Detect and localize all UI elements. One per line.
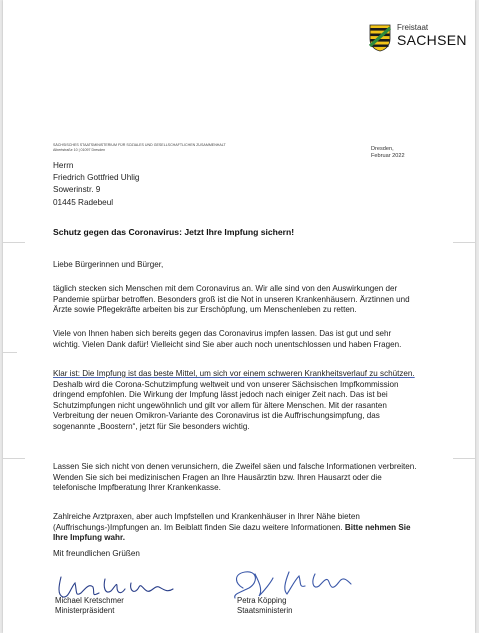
logo-freistaat-text: Freistaat xyxy=(397,23,429,32)
recipient-city: 01445 Radebeul xyxy=(53,197,114,207)
letter-subject: Schutz gegen das Coronavirus: Jetzt Ihre Impfung sichern! xyxy=(53,227,295,237)
paragraph-5-emphasis: Bitte nehmen Sie Ihre Impfung wahr. xyxy=(53,522,411,543)
logo-sachsen-text: SACHSEN xyxy=(397,32,467,48)
recipient-address xyxy=(53,160,139,209)
fold-mark xyxy=(453,242,475,243)
fold-mark xyxy=(3,352,17,353)
signer-koepping xyxy=(237,596,292,615)
sender-name: SÄCHSISCHES STAATSMINISTERIUM FÜR SOZIALES UND GESELLSCHAFTLICHEN ZUSAMMENHALT xyxy=(53,143,226,147)
fold-mark xyxy=(3,242,25,243)
freistaat-sachsen-logo xyxy=(369,22,467,54)
paragraph-4: Lassen Sie sich nicht von denen verunsichern, die Zweifel säen und falsche Informationen verbreiten. Wenden Sie sich bei medizinischen Fragen an Ihre Hausärztin bzw. Ihren Hausarzt oder die telefonische Impfberatung Ihrer Krankenkasse. xyxy=(53,462,417,493)
signer-name: Petra Köpping xyxy=(237,596,287,605)
date: Februar 2022 xyxy=(371,153,405,159)
closing-formula: Mit freundlichen Grüßen xyxy=(53,549,140,558)
saxony-crest-icon xyxy=(369,24,391,52)
signer-kretschmer xyxy=(55,596,124,615)
signer-title: Staatsministerin xyxy=(237,605,293,615)
paragraph-2: Viele von Ihnen haben sich bereits gegen das Coronavirus impfen lassen. Das ist gut und sehr wichtig. Vielen Dank dafür! Vielleicht sind Sie aber auch noch unentschlossen und haben Fragen. xyxy=(53,329,402,349)
place: Dresden, xyxy=(371,146,394,152)
paragraph-3-text: Deshalb wird die Corona-Schutzimpfung weltweit und von unserer Sächsischen Impfkommission dringend empfohlen. Die Wirkung der Impfung lässt jedoch nach einiger Zeit nach. Das ist bei Schutzimpfungen nicht ungewöhnlich und gilt vor allem für ältere Menschen. Mit der rasanten Verbreitung der neuen Omikron-Variante des Coronavirus ist die Auffrischungsimpfung, das sogenannte „Boostern“, jetzt für Sie besonders wichtig. xyxy=(53,379,399,431)
signer-name: Michael Kretschmer xyxy=(55,596,124,605)
recipient-salutation: Herrn xyxy=(53,161,74,170)
recipient-street: Sowerinstr. 9 xyxy=(53,185,101,195)
signer-title: Ministerpräsident xyxy=(55,605,115,615)
fold-mark xyxy=(453,458,475,459)
paragraph-5-text: Zahlreiche Arztpraxen, aber auch Impfstellen und Krankenhäuser in Ihrer Nähe bieten (Auffrischungs-)Impfungen an. Im Beiblatt finden Sie dazu weitere Informationen. xyxy=(53,512,360,532)
paragraph-5 xyxy=(53,512,417,544)
greeting: Liebe Bürgerinnen und Bürger, xyxy=(53,260,164,269)
sender-address: Albertstraße 10 | 01097 Dresden xyxy=(53,148,106,152)
place-date xyxy=(371,146,405,160)
sender-info xyxy=(53,143,363,153)
underlined-statement: Klar ist: Die Impfung ist das beste Mittel, um sich vor einem schweren Krankheitsverlauf zu schützen. xyxy=(53,369,415,378)
fold-mark xyxy=(3,458,25,459)
letter-page xyxy=(3,0,475,633)
paragraph-3 xyxy=(53,369,417,433)
recipient-name: Friedrich Gottfried Uhlig xyxy=(53,173,140,183)
paragraph-1: täglich stecken sich Menschen mit dem Coronavirus an. Wir alle sind von den Auswirkungen der Pandemie spürbar betroffen. Besonders groß ist die Not in unseren Krankenhäusern. Ärztinnen und Ärzte sowie Pflegekräfte arbeiten bis zur Erschöpfung, um Menschenleben zu retten. xyxy=(53,284,410,315)
